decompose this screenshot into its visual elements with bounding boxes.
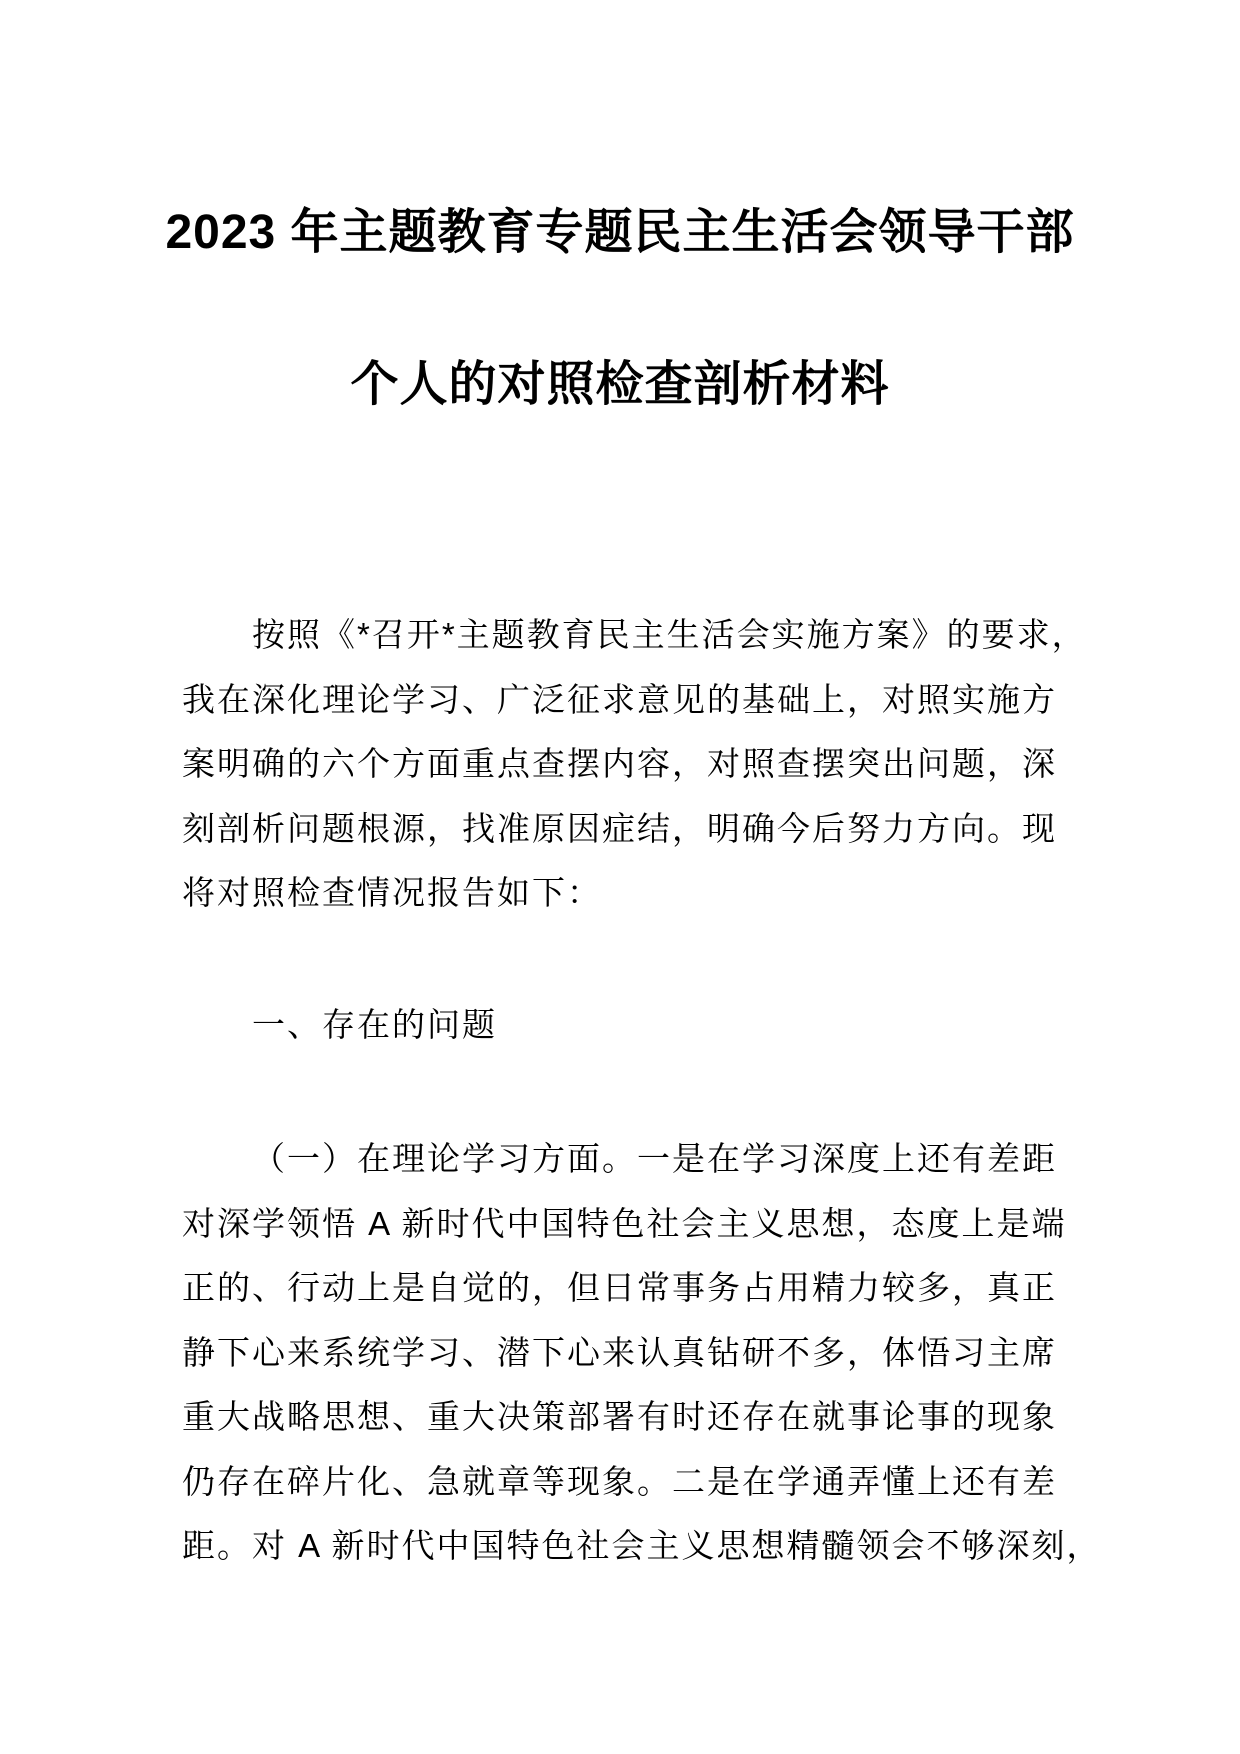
- body-line: 对深学领悟 A 新时代中国特色社会主义思想，态度上是端: [182, 1204, 1067, 1242]
- body-line: 仍存在碎片化、急就章等现象。二是在学通弄懂上还有差: [182, 1462, 1057, 1500]
- body-line: 重大战略思想、重大决策部署有时还存在就事论事的现象: [182, 1398, 1057, 1435]
- title-line-1: 2023 年主题教育专题民主生活会领导干部: [165, 206, 1075, 259]
- title-line-2: 个人的对照检查剖析材料: [350, 358, 890, 411]
- section-paragraph: [182, 1127, 1102, 1579]
- document-title: [0, 0, 1240, 461]
- body-line: （一）在理论学习方面。一是在学习深度上还有差距: [252, 1140, 1057, 1177]
- intro-paragraph: [182, 603, 1087, 926]
- body-line: 刻剖析问题根源，找准原因症结，明确今后努力方向。现: [182, 809, 1057, 847]
- body-line: 静下心来系统学习、潜下心来认真钻研不多，体悟习主席: [182, 1333, 1057, 1371]
- section-heading: [182, 993, 1070, 1058]
- body-line: 案明确的六个方面重点查摆内容，对照查摆突出问题，深: [182, 745, 1057, 782]
- body-line: 将对照检查情况报告如下：: [182, 874, 602, 911]
- body-line: 按照《*召开*主题教育民主生活会实施方案》的要求，: [252, 616, 1087, 653]
- body-line: 我在深化理论学习、广泛征求意见的基础上，对照实施方: [182, 680, 1057, 718]
- heading-line: 一、存在的问题: [252, 1005, 497, 1043]
- body-line: 正的、行动上是自觉的，但日常事务占用精力较多，真正: [182, 1269, 1057, 1306]
- body-line: 距。对 A 新时代中国特色社会主义思想精髓领会不够深刻，: [182, 1527, 1102, 1564]
